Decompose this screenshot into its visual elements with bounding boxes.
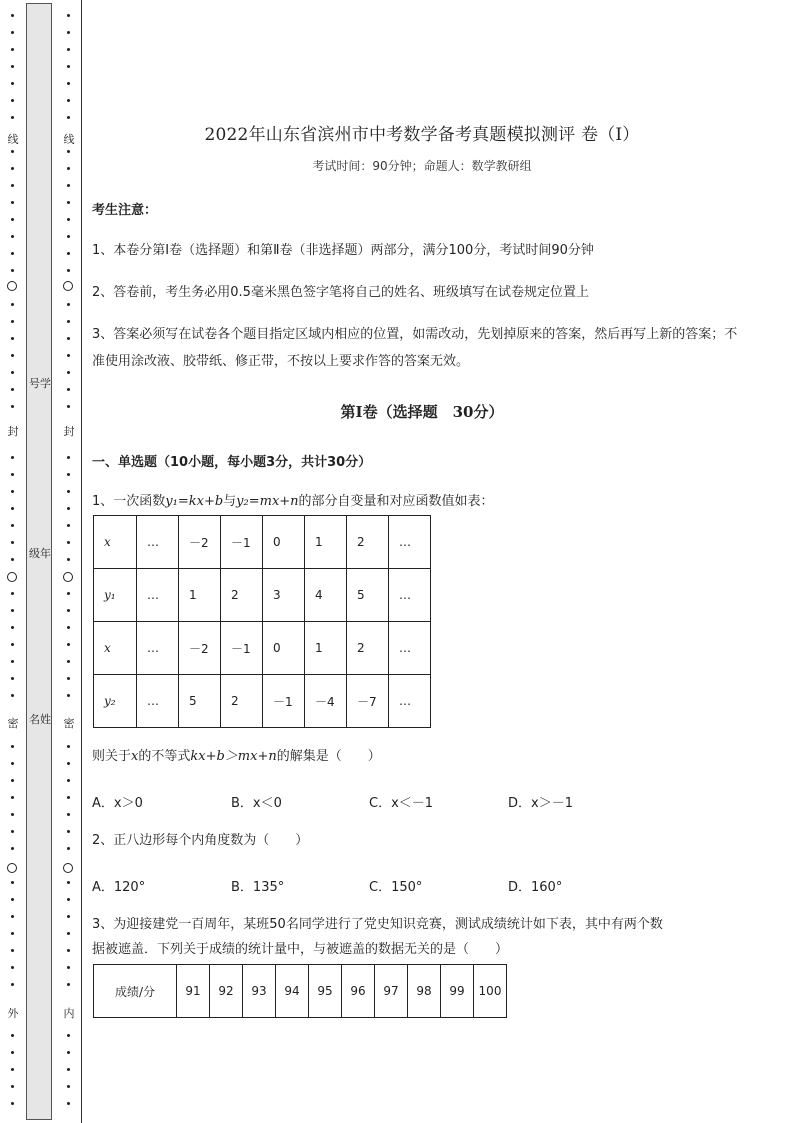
student-info-band xyxy=(26,3,52,1120)
q3-score-cell: 95 xyxy=(309,965,342,1018)
q1-table-cell: … xyxy=(389,675,431,728)
q3-score-cell: 93 xyxy=(243,965,276,1018)
name-label: 名姓 xyxy=(29,713,51,726)
margin-dot xyxy=(11,65,14,68)
margin-dot xyxy=(67,507,70,510)
margin-dot xyxy=(67,813,70,816)
margin-dot xyxy=(11,694,14,697)
margin-dot xyxy=(67,1034,70,1037)
q1-table-cell: 4 xyxy=(305,569,347,622)
q1-table-row xyxy=(94,622,431,675)
q2-option-b[interactable]: B．135° xyxy=(231,880,285,895)
margin-dot xyxy=(11,371,14,374)
margin-dot xyxy=(11,592,14,595)
section-title: 第Ⅰ卷（选择题 30分） xyxy=(340,403,504,421)
q1-intro-c: 的部分自变量和对应函数值如表： xyxy=(298,494,494,509)
margin-dot xyxy=(67,762,70,765)
margin-dot xyxy=(67,31,70,34)
inner-label-feng: 封 xyxy=(56,425,82,439)
margin-dot xyxy=(67,932,70,935)
margin-dot xyxy=(67,65,70,68)
q3-text-line2: 据被遮盖．下列关于成绩的统计量中，与被遮盖的数据无关的是（ ） xyxy=(92,942,509,957)
q1-table-cell: … xyxy=(389,569,431,622)
margin-dot xyxy=(11,830,14,833)
margin-dot xyxy=(67,116,70,119)
margin-dot xyxy=(67,796,70,799)
margin-dot xyxy=(11,490,14,493)
margin-dot xyxy=(11,388,14,391)
q1-table-cell: －1 xyxy=(221,622,263,675)
margin-dot xyxy=(67,337,70,340)
outer-circle-2 xyxy=(7,572,17,582)
q1-table-cell: … xyxy=(137,675,179,728)
q1-row-label xyxy=(94,622,137,675)
margin-dot xyxy=(11,14,14,17)
margin-dot xyxy=(67,14,70,17)
margin-dot xyxy=(67,643,70,646)
q1-table-row xyxy=(94,569,431,622)
margin-dot xyxy=(67,983,70,986)
margin-dot xyxy=(11,1068,14,1071)
margin-dot xyxy=(67,320,70,323)
margin-dot xyxy=(11,218,14,221)
margin-dot xyxy=(67,371,70,374)
notice-item-1: 1、本卷分第I卷（选择题）和第Ⅱ卷（非选择题）两部分，满分100分，考试时间90分钟 xyxy=(92,243,594,258)
margin-dot xyxy=(67,1068,70,1071)
q1-option-b[interactable]: B．x＜0 xyxy=(231,796,282,811)
q1-row-var: y₂ xyxy=(104,694,116,708)
student-id-label: 号学 xyxy=(29,377,51,390)
q2-option-c[interactable]: C．150° xyxy=(369,880,423,895)
margin-dot xyxy=(67,609,70,612)
notice-heading: 考生注意： xyxy=(92,203,158,218)
q3-text-line1: 3、为迎接建党一百周年，某班50名同学进行了党史知识竞赛，测试成绩统计如下表，其中有两个数 xyxy=(92,917,663,932)
margin-dot xyxy=(11,456,14,459)
margin-dot xyxy=(11,762,14,765)
margin-dot xyxy=(11,881,14,884)
margin-dot xyxy=(67,303,70,306)
margin-dot xyxy=(67,1102,70,1105)
q1-table-cell: 3 xyxy=(263,569,305,622)
q3-score-cell: 97 xyxy=(375,965,408,1018)
q1-table-cell: 2 xyxy=(221,675,263,728)
q1-expr1: y₁=kx+b xyxy=(165,494,224,509)
margin-dot xyxy=(67,541,70,544)
q1-row-label xyxy=(94,516,137,569)
margin-dot xyxy=(67,915,70,918)
outer-label-mi: 密 xyxy=(0,717,26,731)
q1-table-cell: 2 xyxy=(347,622,389,675)
margin-dot xyxy=(11,932,14,935)
margin-dot xyxy=(11,847,14,850)
q3-score-row xyxy=(94,965,507,1018)
margin-dot xyxy=(11,745,14,748)
margin-dot xyxy=(67,167,70,170)
margin-dot xyxy=(67,830,70,833)
q1-option-a[interactable]: A．x＞0 xyxy=(92,796,143,811)
q1-table-cell: 0 xyxy=(263,622,305,675)
margin-dot xyxy=(11,1051,14,1054)
outer-label-xian: 线 xyxy=(0,133,26,147)
margin-dot xyxy=(67,354,70,357)
margin-dot xyxy=(11,252,14,255)
exam-subtitle: 考试时间：90分钟；命题人：数学教研组 xyxy=(312,159,532,173)
q3-score-cell: 92 xyxy=(210,965,243,1018)
margin-dot xyxy=(67,524,70,527)
margin-dot xyxy=(11,320,14,323)
part-heading: 一、单选题（10小题，每小题3分，共计30分） xyxy=(92,455,372,470)
q2-text: 2、正八边形每个内角度数为（ ） xyxy=(92,833,309,848)
q1-table-cell: … xyxy=(137,622,179,675)
inner-label-nei: 内 xyxy=(56,1007,82,1021)
inner-label-xian: 线 xyxy=(56,133,82,147)
margin-dot xyxy=(67,456,70,459)
margin-dot xyxy=(67,1085,70,1088)
margin-dot xyxy=(67,745,70,748)
q1-row-var: x xyxy=(104,535,111,549)
margin-dot xyxy=(11,184,14,187)
q1-options xyxy=(92,792,732,810)
margin-dot xyxy=(67,388,70,391)
q1-table-cell: 1 xyxy=(305,622,347,675)
q3-score-cell: 99 xyxy=(441,965,474,1018)
binding-margin-outer xyxy=(0,0,26,1123)
margin-dot xyxy=(11,48,14,51)
margin-dot xyxy=(11,915,14,918)
margin-dot xyxy=(67,881,70,884)
margin-dot xyxy=(67,694,70,697)
q1-table-cell: 0 xyxy=(263,516,305,569)
margin-dot xyxy=(11,643,14,646)
margin-dot xyxy=(67,405,70,408)
q1-table-row xyxy=(94,516,431,569)
margin-dot xyxy=(11,337,14,340)
margin-dot xyxy=(67,1051,70,1054)
margin-dot xyxy=(11,201,14,204)
margin-dot xyxy=(67,558,70,561)
q1-option-c[interactable]: C．x＜－1 xyxy=(369,796,434,811)
q1-table-cell: … xyxy=(137,569,179,622)
margin-dot xyxy=(67,82,70,85)
margin-dot xyxy=(11,626,14,629)
margin-dot xyxy=(11,303,14,306)
margin-dot xyxy=(11,31,14,34)
margin-dot xyxy=(67,779,70,782)
outer-circle-1 xyxy=(7,281,17,291)
q3-score-cell: 100 xyxy=(474,965,507,1018)
q3-score-cell: 96 xyxy=(342,965,375,1018)
margin-dot xyxy=(67,252,70,255)
q1-table-cell: 5 xyxy=(179,675,221,728)
margin-dot xyxy=(11,99,14,102)
margin-dot xyxy=(11,898,14,901)
inner-circle-1 xyxy=(63,281,73,291)
q1-table-cell: 1 xyxy=(305,516,347,569)
margin-dot xyxy=(67,99,70,102)
outer-dotted-line xyxy=(0,0,26,1123)
margin-dot xyxy=(11,150,14,153)
inner-circle-3 xyxy=(63,863,73,873)
q1-row-var: x xyxy=(104,641,111,655)
margin-dot xyxy=(11,541,14,544)
q1-table-cell: … xyxy=(389,622,431,675)
margin-dot xyxy=(11,558,14,561)
q1-table-row xyxy=(94,675,431,728)
q1-table-cell: … xyxy=(389,516,431,569)
q1-table-cell: 5 xyxy=(347,569,389,622)
q1-question-b: 的不等式 xyxy=(138,749,191,764)
margin-dot xyxy=(67,235,70,238)
q1-table-cell: 1 xyxy=(179,569,221,622)
margin-dot xyxy=(67,48,70,51)
margin-dot xyxy=(67,949,70,952)
margin-dot xyxy=(11,1085,14,1088)
q1-intro-a: 1、一次函数 xyxy=(92,494,166,509)
exam-title: 2022年山东省滨州市中考数学备考真题模拟测评 卷（Ⅰ） xyxy=(204,125,640,145)
margin-dot xyxy=(11,796,14,799)
inner-label-mi: 密 xyxy=(56,717,82,731)
margin-dot xyxy=(11,677,14,680)
q1-question-var: x xyxy=(131,749,139,764)
q1-table-cell: －1 xyxy=(263,675,305,728)
margin-dot xyxy=(67,966,70,969)
margin-dot xyxy=(67,218,70,221)
margin-dot xyxy=(67,898,70,901)
q1-table-cell: … xyxy=(137,516,179,569)
margin-dot xyxy=(67,201,70,204)
margin-dot xyxy=(67,677,70,680)
margin-dot xyxy=(11,1034,14,1037)
margin-dot xyxy=(11,779,14,782)
q2-options xyxy=(92,876,732,894)
margin-dot xyxy=(67,592,70,595)
margin-dot xyxy=(11,660,14,663)
margin-dot xyxy=(67,660,70,663)
inner-dotted-line xyxy=(56,0,82,1123)
q1-row-label xyxy=(94,569,137,622)
q1-question-c: 的解集是（ ） xyxy=(276,749,381,764)
q1-table-cell: 2 xyxy=(347,516,389,569)
margin-dot xyxy=(11,235,14,238)
q1-intro-b: 与 xyxy=(223,494,237,509)
outer-circle-3 xyxy=(7,863,17,873)
q1-row-var: y₁ xyxy=(104,588,116,602)
q1-intro xyxy=(92,489,494,515)
binding-margin-inner xyxy=(56,0,82,1123)
q1-table-cell: －1 xyxy=(221,516,263,569)
margin-dot xyxy=(11,354,14,357)
q3-score-cell: 91 xyxy=(177,965,210,1018)
outer-label-wai: 外 xyxy=(0,1007,26,1021)
q1-question-a: 则关于 xyxy=(92,749,132,764)
margin-dot xyxy=(67,626,70,629)
q1-table-cell: －4 xyxy=(305,675,347,728)
margin-dot xyxy=(67,847,70,850)
margin-dot xyxy=(11,1102,14,1105)
margin-dot xyxy=(11,609,14,612)
q3-score-table xyxy=(93,964,507,1018)
notice-item-3: 3、答案必须写在试卷各个题目指定区域内相应的位置，如需改动，先划掉原来的答案，然后再写上新的答案；不准使用涂改液、胶带纸、修正带，不按以上要求作答的答案无效。 xyxy=(92,327,738,369)
q3-table-header: 成绩/分 xyxy=(94,965,177,1018)
margin-dot xyxy=(11,983,14,986)
margin-dot xyxy=(11,167,14,170)
margin-dot xyxy=(67,184,70,187)
margin-dot xyxy=(11,405,14,408)
q1-question xyxy=(92,744,381,770)
margin-dot xyxy=(67,490,70,493)
margin-dot xyxy=(11,949,14,952)
margin-dot xyxy=(11,966,14,969)
q1-table-cell: －2 xyxy=(179,622,221,675)
outer-label-feng: 封 xyxy=(0,425,26,439)
q2-option-d[interactable]: D．160° xyxy=(508,880,563,895)
notice-item-2: 2、答卷前，考生务必用0.5毫米黑色签字笔将自己的姓名、班级填写在试卷规定位置上 xyxy=(92,285,589,300)
margin-dot xyxy=(11,269,14,272)
inner-circle-2 xyxy=(63,572,73,582)
margin-dot xyxy=(11,82,14,85)
q1-table-cell: 2 xyxy=(221,569,263,622)
margin-dot xyxy=(11,116,14,119)
margin-dot xyxy=(67,150,70,153)
q3-score-cell: 98 xyxy=(408,965,441,1018)
q1-expr2: y₂=mx+n xyxy=(236,494,299,509)
q1-value-table xyxy=(93,515,431,728)
margin-dot xyxy=(11,524,14,527)
q2-option-a[interactable]: A．120° xyxy=(92,880,146,895)
margin-dot xyxy=(67,269,70,272)
class-label: 级年 xyxy=(29,547,51,560)
margin-dot xyxy=(67,473,70,476)
q1-question-expr: kx+b＞mx+n xyxy=(190,749,277,764)
q1-table-cell: －2 xyxy=(179,516,221,569)
q1-option-d[interactable]: D．x＞－1 xyxy=(508,796,573,811)
q1-row-label xyxy=(94,675,137,728)
margin-dot xyxy=(11,813,14,816)
q1-table-cell: －7 xyxy=(347,675,389,728)
margin-dot xyxy=(11,507,14,510)
margin-dot xyxy=(11,473,14,476)
margin-border-line xyxy=(81,0,82,1123)
q3-score-cell: 94 xyxy=(276,965,309,1018)
